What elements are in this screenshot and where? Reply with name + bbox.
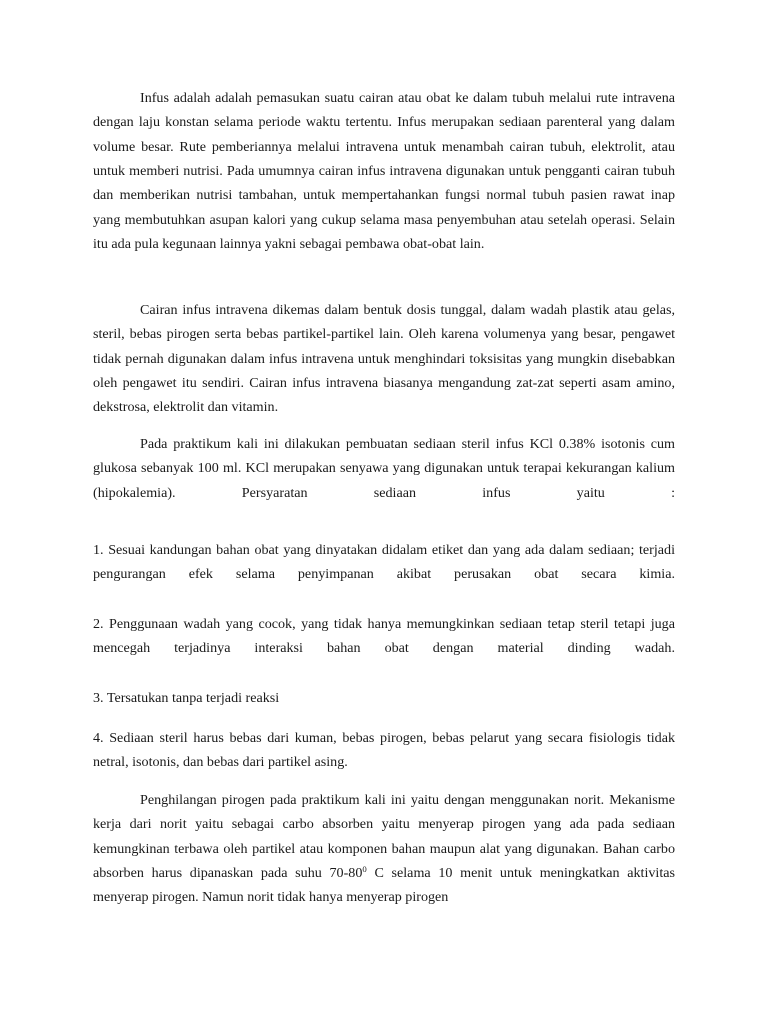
requirement-item-1: 1. Sesuai kandungan bahan obat yang dinyatakan didalam etiket dan yang ada dalam sediaan; terjadi pengurangan efek selama penyimpanan akibat perusakan obat secara kimia. <box>93 542 675 583</box>
requirement-item-4: 4. Sediaan steril harus bebas dari kuman, bebas pirogen, bebas pelarut yang secara fisiologis tidak netral, isotonis, dan bebas dari partikel asing. <box>93 730 675 771</box>
paragraph-pyrogen-text-start: Penghilangan pirogen pada praktikum kali ini yaitu dengan menggunakan norit. Mekanisme kerja dari norit yaitu sebagai carbo absorben yaitu menyerap pirogen yang ada pada sediaan kemungkinan terbawa oleh partikel atau komponen bahan maupun alat yang digunakan. Bahan carbo absorben harus dipanaskan pada suhu 70-80 <box>93 792 675 882</box>
requirement-item-2: 2. Penggunaan wadah yang cocok, yang tidak hanya memungkinkan sediaan tetap steril tetapi juga mencegah terjadinya interaksi bahan obat dengan material dinding wadah. <box>93 616 675 657</box>
temperature-superscript: 0 <box>362 864 367 875</box>
paragraph-infus-definition: Infus adalah adalah pemasukan suatu cairan atau obat ke dalam tubuh melalui rute intravena dengan laju konstan selama periode waktu tertentu. Infus merupakan sediaan parenteral yang dalam volume besar. Rute pemberiannya melalui intravena untuk menambah cairan tubuh, elektrolit, atau untuk memberi nutrisi. Pada umumnya cairan infus intravena digunakan untuk pengganti cairan tubuh dan memberikan nutrisi tambahan, untuk mempertahankan fungsi normal tubuh pasien rawat inap yang membutuhkan asupan kalori yang cukup selama masa penyembuhan atau setelah operasi. Selain itu ada pula kegunaan lainnya yakni sebagai pembawa obat-obat lain. <box>93 90 675 253</box>
paragraph-pyrogen-removal <box>93 788 675 910</box>
paragraph-pyrogen-text-end: C selama 10 menit untuk meningkatkan aktivitas menyerap pirogen. Namun norit tidak hanya menyerap pirogen <box>93 865 675 906</box>
paragraph-practicum-intro: Pada praktikum kali ini dilakukan pembuatan sediaan steril infus KCl 0.38% isotonis cum glukosa sebanyak 100 ml. KCl merupakan senyawa yang digunakan untuk terapai kekurangan kalium (hipokalemia). Persyaratan sediaan infus yaitu : <box>93 436 675 501</box>
paragraph-infus-packaging: Cairan infus intravena dikemas dalam bentuk dosis tunggal, dalam wadah plastik atau gelas, steril, bebas pirogen serta bebas partikel-partikel lain. Oleh karena volumenya yang besar, pengawet tidak pernah digunakan dalam infus intravena untuk menghindari toksisitas yang mungkin disebabkan oleh pengawet itu sendiri. Cairan infus intravena biasanya mengandung zat-zat seperti asam amino, dekstrosa, elektrolit dan vitamin. <box>93 302 675 416</box>
requirement-item-3: 3. Tersatukan tanpa terjadi reaksi <box>93 690 280 706</box>
